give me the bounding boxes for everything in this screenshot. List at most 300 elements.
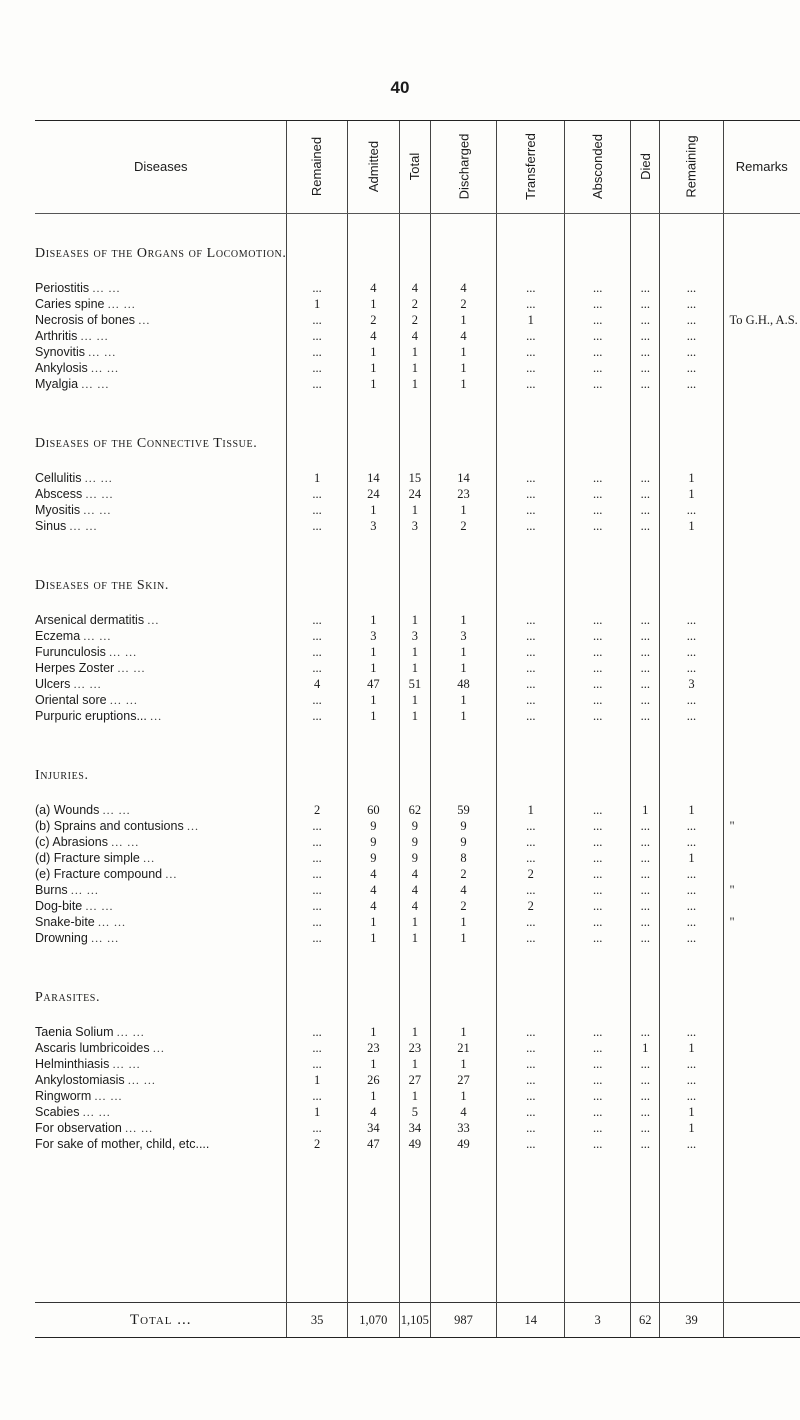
disease-cell <box>35 1056 287 1072</box>
leader-dots: ... ... <box>109 693 138 707</box>
discharged-value: 1 <box>430 644 497 660</box>
total-value: 1 <box>400 930 431 946</box>
disease-cell <box>35 502 287 518</box>
empty-cell <box>497 758 565 792</box>
total-value: 23 <box>400 1040 431 1056</box>
remained-value: 1 <box>287 1072 347 1088</box>
spacer-cell <box>565 270 631 280</box>
table-row <box>35 612 800 628</box>
empty-cell <box>723 426 800 460</box>
died-value: 1 <box>631 1040 660 1056</box>
transferred-value: ... <box>497 280 565 296</box>
admitted-header: Admitted <box>347 121 399 214</box>
disease-cell <box>35 1136 287 1152</box>
remaining-value: ... <box>660 708 723 724</box>
remaining-value: ... <box>660 898 723 914</box>
spacer-cell <box>400 214 431 237</box>
disease-cell <box>35 1088 287 1104</box>
admitted-value: 47 <box>347 676 399 692</box>
spacer-cell <box>400 792 431 802</box>
total-value: 1 <box>400 692 431 708</box>
spacer-cell <box>723 460 800 470</box>
absconded-value: ... <box>565 1056 631 1072</box>
transferred-value: ... <box>497 628 565 644</box>
total-value: 3 <box>400 628 431 644</box>
header-row <box>35 121 800 214</box>
remark-value <box>723 328 800 344</box>
admitted-value: 9 <box>347 834 399 850</box>
section-title: Diseases of the Connective Tissue. <box>35 435 258 451</box>
absconded-header: Absconded <box>565 121 631 214</box>
hospital-returns-table <box>35 120 800 1338</box>
died-value: ... <box>631 502 660 518</box>
total-value: 1 <box>400 708 431 724</box>
disease-cell <box>35 344 287 360</box>
discharged-value: 21 <box>430 1040 497 1056</box>
transferred-value: ... <box>497 328 565 344</box>
empty-cell <box>660 236 723 270</box>
table-row <box>35 802 800 818</box>
remaining-header: Remaining <box>660 121 723 214</box>
spacer-cell <box>723 602 800 612</box>
transferred-value: ... <box>497 360 565 376</box>
admitted-value: 1 <box>347 502 399 518</box>
disease-cell <box>35 660 287 676</box>
admitted-value: 34 <box>347 1120 399 1136</box>
died-value: ... <box>631 866 660 882</box>
total-remained: 35 <box>287 1303 347 1338</box>
remained-value: ... <box>287 1040 347 1056</box>
total-value: 1 <box>400 360 431 376</box>
empty-cell <box>631 426 660 460</box>
leader-dots: ... ... <box>107 297 136 311</box>
spacer-cell <box>631 460 660 470</box>
spacer-cell <box>565 534 631 568</box>
table-row <box>35 1056 800 1072</box>
disease-cell <box>35 1120 287 1136</box>
total-label: Total ... <box>35 1303 287 1338</box>
died-value: ... <box>631 914 660 930</box>
admitted-value: 1 <box>347 360 399 376</box>
spacer-cell <box>35 460 287 470</box>
disease-cell <box>35 708 287 724</box>
spacer-cell <box>400 392 431 426</box>
remaining-value: ... <box>660 628 723 644</box>
admitted-value: 1 <box>347 376 399 392</box>
section-heading-row <box>35 758 800 792</box>
transferred-value: 1 <box>497 312 565 328</box>
section-title-cell <box>35 980 287 1014</box>
admitted-value: 4 <box>347 280 399 296</box>
leader-dots: ... <box>138 313 151 327</box>
disease-name: (e) Fracture compound <box>35 867 163 881</box>
table-row <box>35 628 800 644</box>
absconded-value: ... <box>565 1072 631 1088</box>
remained-value: ... <box>287 486 347 502</box>
empty-cell <box>347 980 399 1014</box>
discharged-value: 1 <box>430 1024 497 1040</box>
disease-cell <box>35 328 287 344</box>
admitted-value: 1 <box>347 644 399 660</box>
remark-value <box>723 644 800 660</box>
empty-cell <box>347 568 399 602</box>
admitted-value: 1 <box>347 296 399 312</box>
remaining-value: ... <box>660 296 723 312</box>
died-value: ... <box>631 296 660 312</box>
spacer-cell <box>497 534 565 568</box>
remained-value: ... <box>287 708 347 724</box>
discharged-value: 8 <box>430 850 497 866</box>
discharged-value: 1 <box>430 312 497 328</box>
transferred-value: ... <box>497 1120 565 1136</box>
spacer-cell <box>660 1152 723 1303</box>
empty-cell <box>723 758 800 792</box>
spacer-cell <box>723 270 800 280</box>
discharged-value: 1 <box>430 692 497 708</box>
admitted-value: 4 <box>347 866 399 882</box>
transferred-value: ... <box>497 644 565 660</box>
disease-name: Myalgia <box>35 377 79 391</box>
remark-value <box>723 898 800 914</box>
table-body <box>35 214 800 1338</box>
disease-name: Arthritis <box>35 329 78 343</box>
disease-cell <box>35 692 287 708</box>
disease-cell <box>35 882 287 898</box>
remark-value <box>723 344 800 360</box>
empty-cell <box>723 980 800 1014</box>
spacer-cell <box>497 392 565 426</box>
spacer-cell <box>660 602 723 612</box>
empty-cell <box>497 980 565 1014</box>
absconded-value: ... <box>565 328 631 344</box>
remained-value: ... <box>287 1056 347 1072</box>
remark-value <box>723 1120 800 1136</box>
admitted-value: 4 <box>347 1104 399 1120</box>
disease-name: Eczema <box>35 629 81 643</box>
absconded-value: ... <box>565 660 631 676</box>
spacer-cell <box>565 724 631 758</box>
spacer-cell <box>565 214 631 237</box>
empty-cell <box>430 980 497 1014</box>
spacer-cell <box>430 1014 497 1024</box>
absconded-value: ... <box>565 708 631 724</box>
total-value: 62 <box>400 802 431 818</box>
remained-value: ... <box>287 280 347 296</box>
empty-cell <box>430 236 497 270</box>
spacer-row <box>35 270 800 280</box>
spacer-cell <box>430 602 497 612</box>
died-value: ... <box>631 850 660 866</box>
disease-cell <box>35 280 287 296</box>
died-value: ... <box>631 1024 660 1040</box>
table-row <box>35 676 800 692</box>
spacer-cell <box>723 1014 800 1024</box>
disease-name: Herpes Zoster <box>35 661 115 675</box>
spacer-cell <box>35 214 287 237</box>
leader-dots: ... ... <box>69 519 98 533</box>
discharged-value: 1 <box>430 376 497 392</box>
empty-cell <box>565 758 631 792</box>
transferred-value: ... <box>497 850 565 866</box>
disease-name: (d) Fracture simple <box>35 851 140 865</box>
remained-value: 2 <box>287 802 347 818</box>
spacer-cell <box>287 214 347 237</box>
empty-cell <box>631 980 660 1014</box>
leader-dots: ... <box>186 819 199 833</box>
table-row <box>35 296 800 312</box>
empty-cell <box>497 426 565 460</box>
absconded-value: ... <box>565 1040 631 1056</box>
remark-value <box>723 866 800 882</box>
spacer-cell <box>430 792 497 802</box>
spacer-cell <box>723 724 800 758</box>
disease-name: For observation <box>35 1121 122 1135</box>
section-title-cell <box>35 568 287 602</box>
total-value: 1 <box>400 612 431 628</box>
absconded-value: ... <box>565 802 631 818</box>
table-row <box>35 486 800 502</box>
died-value: ... <box>631 1120 660 1136</box>
died-value: ... <box>631 280 660 296</box>
empty-cell <box>565 236 631 270</box>
empty-cell <box>347 426 399 460</box>
remark-value <box>723 280 800 296</box>
table-row <box>35 898 800 914</box>
empty-cell <box>430 426 497 460</box>
disease-cell <box>35 834 287 850</box>
admitted-value: 3 <box>347 628 399 644</box>
absconded-value: ... <box>565 296 631 312</box>
total-value: 3 <box>400 518 431 534</box>
transferred-value: ... <box>497 914 565 930</box>
admitted-value: 3 <box>347 518 399 534</box>
disease-cell <box>35 914 287 930</box>
total-value: 1 <box>400 660 431 676</box>
died-value: ... <box>631 1072 660 1088</box>
died-value: ... <box>631 628 660 644</box>
remaining-value: 1 <box>660 470 723 486</box>
remaining-value: ... <box>660 834 723 850</box>
spacer-cell <box>565 946 631 980</box>
spacer-cell <box>430 724 497 758</box>
leader-dots: ... ... <box>70 883 99 897</box>
remark-value <box>723 1088 800 1104</box>
spacer-cell <box>631 534 660 568</box>
died-value: ... <box>631 1136 660 1152</box>
spacer-cell <box>287 724 347 758</box>
absconded-value: ... <box>565 866 631 882</box>
spacer-cell <box>347 392 399 426</box>
admitted-value: 1 <box>347 914 399 930</box>
spacer-row <box>35 946 800 980</box>
empty-cell <box>660 758 723 792</box>
discharged-value: 4 <box>430 328 497 344</box>
remained-value: ... <box>287 518 347 534</box>
spacer-cell <box>287 1014 347 1024</box>
remained-value: ... <box>287 882 347 898</box>
disease-cell <box>35 296 287 312</box>
leader-dots: ... ... <box>116 1025 145 1039</box>
remark-value <box>723 834 800 850</box>
transferred-value: ... <box>497 676 565 692</box>
empty-cell <box>660 426 723 460</box>
spacer-row <box>35 1014 800 1024</box>
total-discharged: 987 <box>430 1303 497 1338</box>
disease-cell <box>35 930 287 946</box>
transferred-value: ... <box>497 344 565 360</box>
total-absconded: 3 <box>565 1303 631 1338</box>
spacer-cell <box>287 946 347 980</box>
table-row <box>35 818 800 834</box>
leader-dots: ... ... <box>85 899 114 913</box>
remark-value <box>723 502 800 518</box>
empty-cell <box>400 426 431 460</box>
died-value: ... <box>631 486 660 502</box>
spacer-cell <box>565 602 631 612</box>
discharged-value: 1 <box>430 612 497 628</box>
absconded-value: ... <box>565 502 631 518</box>
remark-value <box>723 376 800 392</box>
spacer-cell <box>35 534 287 568</box>
remaining-value: 1 <box>660 518 723 534</box>
table-row <box>35 708 800 724</box>
section-title-cell <box>35 758 287 792</box>
remained-value: ... <box>287 360 347 376</box>
leader-dots: ... ... <box>80 329 109 343</box>
disease-cell <box>35 628 287 644</box>
died-value: 1 <box>631 802 660 818</box>
spacer-cell <box>347 1014 399 1024</box>
disease-name: For sake of mother, child, etc.... <box>35 1137 210 1151</box>
remaining-value: ... <box>660 328 723 344</box>
spacer-cell <box>35 270 287 280</box>
spacer-cell <box>287 534 347 568</box>
disease-cell <box>35 612 287 628</box>
remark-value <box>723 1056 800 1072</box>
absconded-value: ... <box>565 898 631 914</box>
transferred-value: ... <box>497 612 565 628</box>
transferred-value: ... <box>497 1072 565 1088</box>
remained-value: ... <box>287 376 347 392</box>
remark-value <box>723 1136 800 1152</box>
leader-dots: ... ... <box>111 835 140 849</box>
table-row <box>35 850 800 866</box>
spacer-cell <box>347 1152 399 1303</box>
remaining-value: ... <box>660 866 723 882</box>
total-value: 2 <box>400 296 431 312</box>
disease-name: Arsenical dermatitis <box>35 613 145 627</box>
transferred-value: ... <box>497 882 565 898</box>
empty-cell <box>565 568 631 602</box>
discharged-value: 1 <box>430 914 497 930</box>
disease-name: Ulcers <box>35 677 71 691</box>
leader-dots: ... ... <box>82 1105 111 1119</box>
spacer-cell <box>723 534 800 568</box>
transferred-value: ... <box>497 1088 565 1104</box>
spacer-cell <box>400 534 431 568</box>
empty-cell <box>660 980 723 1014</box>
remaining-value: ... <box>660 882 723 898</box>
spacer-row <box>35 1152 800 1303</box>
remaining-value: ... <box>660 692 723 708</box>
spacer-row <box>35 602 800 612</box>
died-value: ... <box>631 882 660 898</box>
empty-cell <box>347 236 399 270</box>
spacer-cell <box>287 602 347 612</box>
died-value: ... <box>631 660 660 676</box>
total-value: 1 <box>400 376 431 392</box>
remaining-value: ... <box>660 502 723 518</box>
leader-dots: ... <box>165 867 178 881</box>
remark-value <box>723 518 800 534</box>
transferred-value: 2 <box>497 898 565 914</box>
remaining-value: ... <box>660 1136 723 1152</box>
spacer-cell <box>430 1152 497 1303</box>
remarks-header: Remarks <box>723 121 800 214</box>
absconded-value: ... <box>565 628 631 644</box>
spacer-cell <box>660 1014 723 1024</box>
discharged-value: 1 <box>430 930 497 946</box>
discharged-value: 14 <box>430 470 497 486</box>
total-value: 1 <box>400 344 431 360</box>
remained-value: ... <box>287 612 347 628</box>
empty-cell <box>723 568 800 602</box>
disease-cell <box>35 312 287 328</box>
disease-cell <box>35 644 287 660</box>
table-row <box>35 866 800 882</box>
leader-dots: ... ... <box>83 629 112 643</box>
transferred-value: ... <box>497 502 565 518</box>
remained-value: ... <box>287 866 347 882</box>
leader-dots: ... ... <box>94 1089 123 1103</box>
died-value: ... <box>631 470 660 486</box>
table-row <box>35 834 800 850</box>
table-row <box>35 644 800 660</box>
empty-cell <box>347 758 399 792</box>
transferred-value: ... <box>497 1056 565 1072</box>
died-header: Died <box>631 121 660 214</box>
transferred-header: Transferred <box>497 121 565 214</box>
spacer-cell <box>631 602 660 612</box>
remaining-value: ... <box>660 312 723 328</box>
discharged-value: 9 <box>430 818 497 834</box>
total-remaining: 39 <box>660 1303 723 1338</box>
spacer-cell <box>497 214 565 237</box>
spacer-cell <box>631 724 660 758</box>
table-row <box>35 470 800 486</box>
spacer-cell <box>631 946 660 980</box>
section-title-cell <box>35 426 287 460</box>
discharged-value: 59 <box>430 802 497 818</box>
admitted-value: 60 <box>347 802 399 818</box>
spacer-row <box>35 214 800 237</box>
remained-value: ... <box>287 930 347 946</box>
section-title: Diseases of the Organs of Locomotion. <box>35 245 287 261</box>
remaining-value: 1 <box>660 1040 723 1056</box>
transferred-value: ... <box>497 692 565 708</box>
spacer-cell <box>565 392 631 426</box>
died-value: ... <box>631 376 660 392</box>
discharged-value: 1 <box>430 502 497 518</box>
spacer-cell <box>400 460 431 470</box>
remaining-value: ... <box>660 818 723 834</box>
discharged-value: 3 <box>430 628 497 644</box>
spacer-cell <box>497 270 565 280</box>
disease-cell <box>35 518 287 534</box>
transferred-value: 1 <box>497 802 565 818</box>
spacer-cell <box>35 1014 287 1024</box>
total-value: 4 <box>400 328 431 344</box>
